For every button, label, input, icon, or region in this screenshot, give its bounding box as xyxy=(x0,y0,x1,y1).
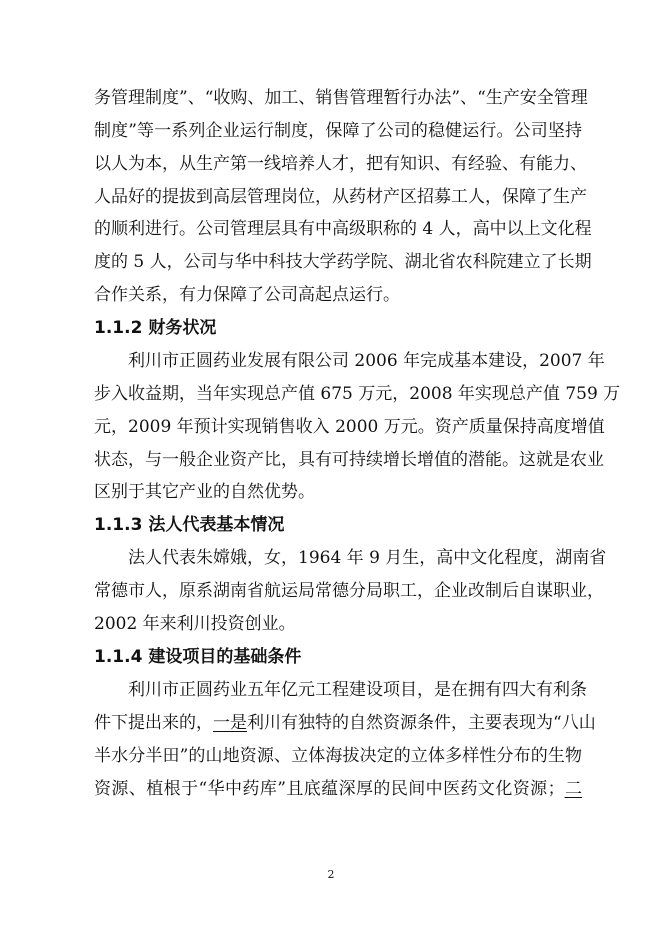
intro-line-3: 以人为本，从生产第一线培养人才，把有知识、有经验、有能力、 xyxy=(94,154,587,174)
conditions-line-1: 利川市正圆药业五年亿元工程建设项目，是在拥有四大有利条 xyxy=(94,680,587,700)
legal-rep-line-2: 常德市人，原系湖南省航运局常德分局职工，企业改制后自谋职业， xyxy=(94,581,604,601)
financial-line-2: 步入收益期，当年实现总产值 675 万元，2008 年实现总产值 759 万 xyxy=(94,384,621,404)
conditions-line-4-prefix: 资源、植根于“华中药库”且底蕴深厚的民间中医药文化资源； xyxy=(94,779,565,799)
financial-line-5: 区别于其它产业的自然优势。 xyxy=(94,482,315,502)
section-heading-conditions xyxy=(94,647,301,667)
section-number: 1.1.3 xyxy=(94,515,143,535)
financial-line-3: 元，2009 年预计实现销售收入 2000 万元。资产质量保持高度增值 xyxy=(94,417,605,437)
intro-line-6: 度的 5 人，公司与华中科技大学药学院、湖北省农科院建立了长期 xyxy=(94,252,592,272)
section-title: 财务状况 xyxy=(148,318,217,338)
financial-line-1: 利川市正圆药业发展有限公司 2006 年完成基本建设，2007 年 xyxy=(94,351,605,371)
conditions-line-3: 半水分半田”的山地资源、立体海拔决定的立体多样性分布的生物 xyxy=(94,746,582,766)
intro-line-4: 人品好的提拔到高层管理岗位，从药材产区招募工人，保障了生产 xyxy=(94,187,587,207)
conditions-line-2-prefix: 件下提出来的， xyxy=(94,713,213,733)
intro-line-5: 的顺利进行。公司管理层具有中高级职称的 4 人，高中以上文化程 xyxy=(94,219,592,239)
section-number: 1.1.2 xyxy=(94,318,143,338)
section-title: 法人代表基本情况 xyxy=(148,515,285,535)
page-number: 2 xyxy=(327,868,335,881)
legal-rep-line-3: 2002 年来利川投资创业。 xyxy=(94,614,296,634)
conditions-line-2 xyxy=(94,713,596,733)
intro-line-7: 合作关系，有力保障了公司高起点运行。 xyxy=(94,285,400,305)
financial-line-4: 状态，与一般企业资产比，具有可持续增长增值的潜能。这就是农业 xyxy=(94,450,604,470)
section-heading-financial xyxy=(94,318,216,338)
section-title: 建设项目的基础条件 xyxy=(148,647,302,667)
intro-line-1: 务管理制度”、“收购、加工、销售管理暂行办法”、“生产安全管理 xyxy=(94,88,588,108)
underlined-first-point: 一是 xyxy=(213,713,247,733)
conditions-line-2-suffix: 利川有独特的自然资源条件，主要表现为“八山 xyxy=(247,713,596,733)
legal-rep-line-1: 法人代表朱嫦娥，女，1964 年 9 月生，高中文化程度，湖南省 xyxy=(94,548,607,568)
section-heading-legal-rep xyxy=(94,515,284,535)
conditions-line-4 xyxy=(94,779,582,799)
underlined-second-point: 二 xyxy=(564,779,582,799)
section-number: 1.1.4 xyxy=(94,647,143,667)
intro-line-2: 制度”等一系列企业运行制度，保障了公司的稳健运行。公司坚持 xyxy=(94,121,582,141)
